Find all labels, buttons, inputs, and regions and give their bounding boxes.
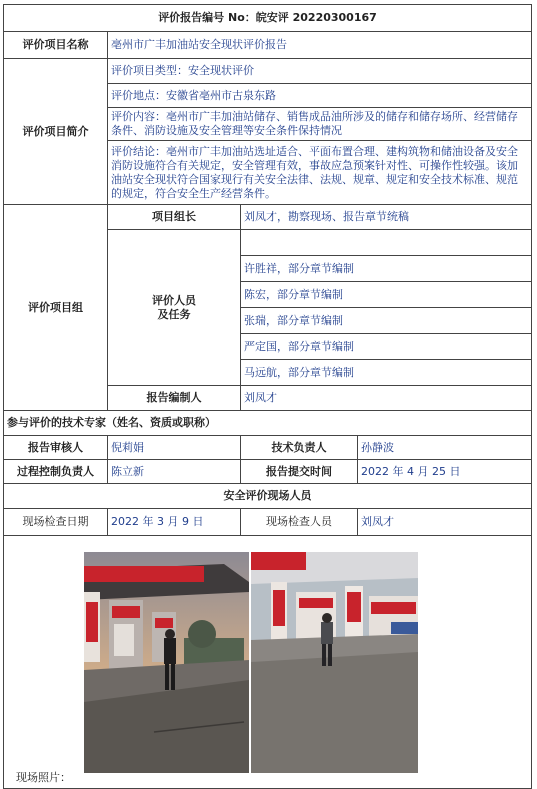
reviewer-label: 报告审核人 (4, 436, 108, 460)
experts-label: 参与评价的技术专家（姓名、资质或职称） (4, 411, 532, 436)
site-photo-evening (84, 552, 249, 773)
project-conclusion: 评价结论：亳州市广丰加油站选址适合、平面布置合理、建构筑物和储油设备及安全消防设施符合有关规定，安全管理有效，事故应急预案针对性、可操作性较强。该加油站安全现状符合国家现行有关安全法律、法规、规章、规定和安全技术标准、规范的规定，符合安全生产经营条件。 (108, 141, 532, 205)
member-row: 许胜祥，部分章节编制 (241, 256, 532, 282)
member-row: 张瑞，部分章节编制 (241, 308, 532, 334)
tech-lead-label: 技术负责人 (241, 436, 358, 460)
members-label-line2: 及任务 (157, 307, 191, 321)
project-content: 评价内容：亳州市广丰加油站储存、销售成品油所涉及的储存和储存场所、经营储存条件、消防设施及安全管理等安全条件保持情况 (108, 108, 532, 141)
writer-value: 刘凤才 (241, 386, 532, 411)
report-number: 评价报告编号 No：皖安评 20220300167 (4, 5, 532, 32)
team-label: 评价项目组 (4, 205, 108, 411)
members-label-line1: 评价人员 (152, 293, 196, 307)
site-date-value: 2022 年 3 月 9 日 (108, 509, 241, 536)
member-row: 严定国，部分章节编制 (241, 334, 532, 360)
project-type: 评价项目类型：安全现状评价 (108, 59, 532, 84)
site-photo-daytime (251, 552, 418, 773)
member-row: 陈宏，部分章节编制 (241, 282, 532, 308)
leader-value: 刘凤才，勘察现场、报告章节统稿 (241, 205, 532, 230)
members-label (108, 230, 241, 386)
report-table (3, 4, 532, 789)
writer-label: 报告编制人 (108, 386, 241, 411)
site-photos-cell (4, 536, 532, 789)
site-inspector-label: 现场检查人员 (241, 509, 358, 536)
tech-lead-value: 孙静波 (358, 436, 532, 460)
submit-date-value: 2022 年 4 月 25 日 (358, 460, 532, 484)
project-intro-label: 评价项目简介 (4, 59, 108, 205)
reviewer-value: 倪莉娟 (108, 436, 241, 460)
process-control-value: 陈立新 (108, 460, 241, 484)
project-location: 评价地点：安徽省亳州市古泉东路 (108, 84, 532, 108)
process-control-label: 过程控制负责人 (4, 460, 108, 484)
member-row: 马远航，部分章节编制 (241, 360, 532, 386)
project-name-label: 评价项目名称 (4, 32, 108, 59)
project-name-value: 亳州市广丰加油站安全现状评价报告 (108, 32, 532, 59)
site-date-label: 现场检查日期 (4, 509, 108, 536)
evaluation-report-form (3, 4, 531, 789)
leader-label: 项目组长 (108, 205, 241, 230)
site-section-title: 安全评价现场人员 (4, 484, 532, 509)
submit-date-label: 报告提交时间 (241, 460, 358, 484)
site-photos-label: 现场照片： (16, 771, 71, 784)
site-inspector-value: 刘凤才 (358, 509, 532, 536)
